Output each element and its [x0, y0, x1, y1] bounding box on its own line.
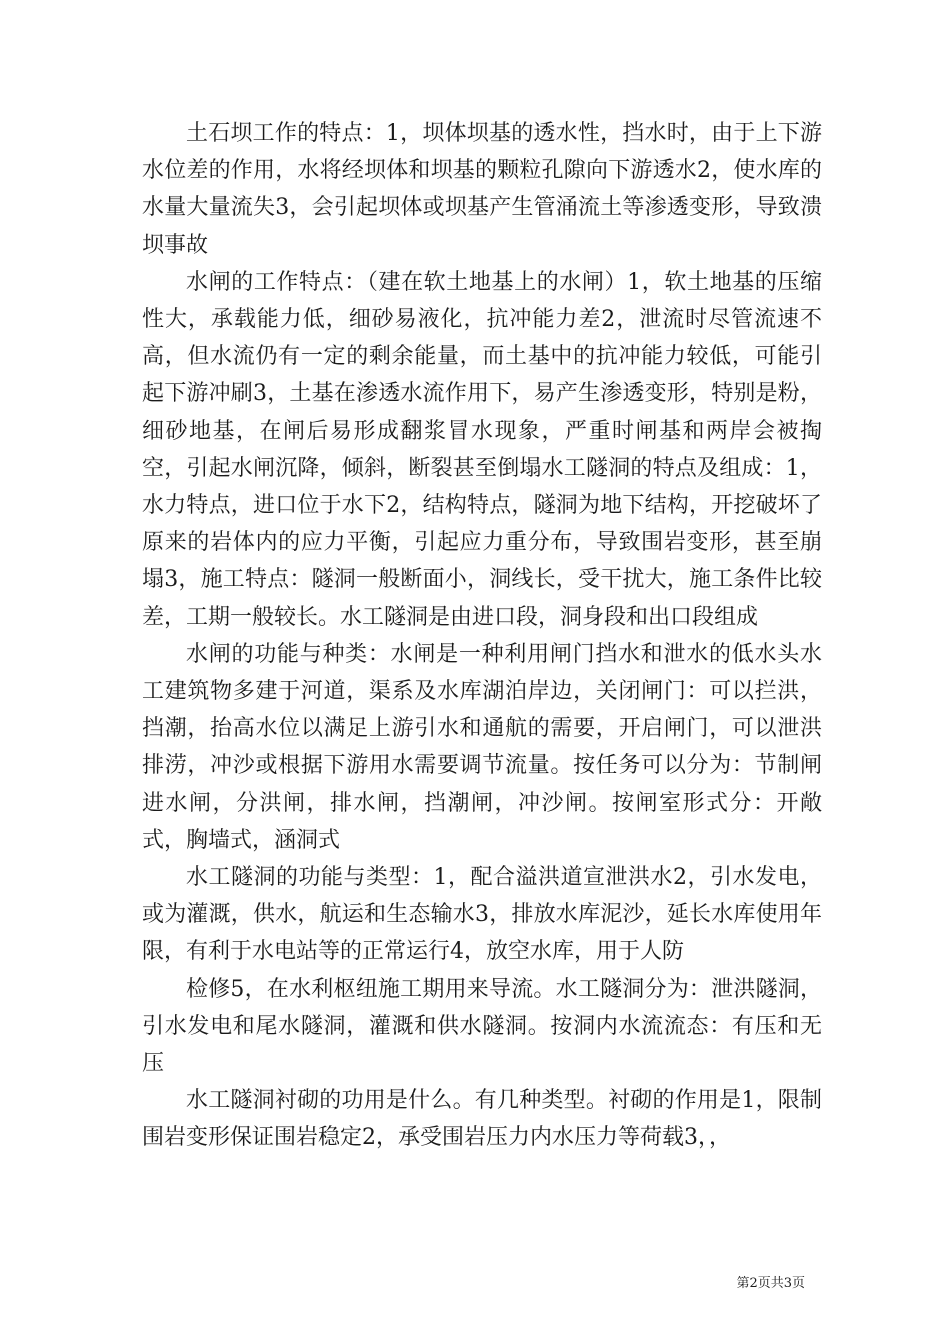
paragraph-tunnel-functions: 水工隧洞的功能与类型：1，配合溢洪道宣泄洪水2，引水发电，或为灌溉，供水，航运和生态输水3，排放水库泥沙，延长水库使用年限，有利于水电站等的正常运行4，放空水库，用于人防 — [142, 865, 822, 965]
paragraph-tunnel-lining: 水工隧洞衬砌的功用是什么。有几种类型。衬砌的作用是1，限制围岩变形保证围岩稳定2，承受围岩压力内水压力等荷载3，， — [142, 1088, 822, 1151]
document-body — [142, 115, 822, 1157]
paragraph-sluice-characteristics: 水闸的工作特点：（建在软土地基上的水闸）1，软土地基的压缩性大，承载能力低，细砂易液化，抗冲能力差2，泄流时尽管流速不高，但水流仍有一定的剩余能量，而土基中的抗冲能力较低，可能引起下游冲刷3，土基在渗透水流作用下，易产生渗透变形，特别是粉，细砂地基，在闸后易形成翻浆冒水现象，严重时闸基和两岸会被掏空，引起水闸沉降，倾斜，断裂甚至倒塌水工隧洞的特点及组成：1，水力特点，进口位于水下2，结构特点，隧洞为地下结构，开挖破坏了原来的岩体内的应力平衡，引起应力重分布，导致围岩变形，甚至崩塌3，施工特点：隧洞一般断面小，洞线长，受干扰大，施工条件比较差，工期一般较长。水工隧洞是由进口段，洞身段和出口段组成 — [142, 269, 822, 630]
paragraph-tunnel-types: 检修5，在水利枢纽施工期用来导流。水工隧洞分为：泄洪隧洞，引水发电和尾水隧洞，灌溉和供水隧洞。按洞内水流流态：有压和无压 — [142, 976, 822, 1077]
paragraph-earth-rock-dam: 土石坝工作的特点：1，坝体坝基的透水性，挡水时，由于上下游水位差的作用，水将经坝体和坝基的颗粒孔隙向下游透水2，使水库的水量大量流失3，会引起坝体或坝基产生管涌流土等渗透变形，导致溃坝事故 — [142, 121, 822, 258]
page-number: 第2页共3页 — [736, 1276, 805, 1291]
paragraph-sluice-functions: 水闸的功能与种类：水闸是一种利用闸门挡水和泄水的低水头水工建筑物多建于河道，渠系及水库湖泊岸边，关闭闸门：可以拦洪，挡潮，抬高水位以满足上游引水和通航的需要，开启闸门，可以泄洪排涝，冲沙或根据下游用水需要调节流量。按任务可以分为：节制闸进水闸，分洪闸，排水闸，挡潮闸，冲沙闸。按闸室形式分：开敞式，胸墙式，涵洞式 — [142, 641, 822, 853]
